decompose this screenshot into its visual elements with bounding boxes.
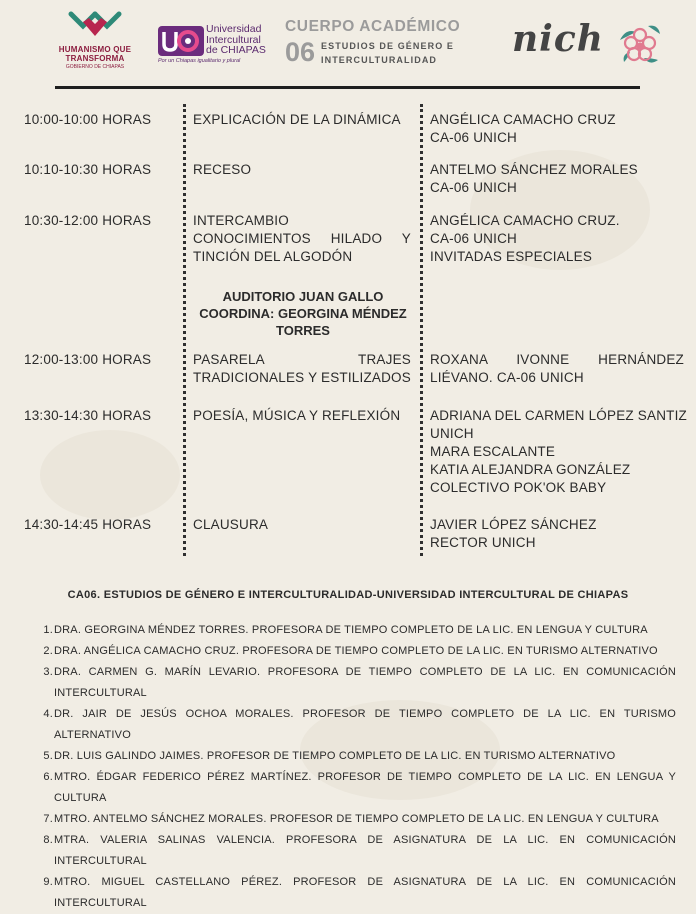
member-text: DRA. CARMEN G. MARÍN LEVARIO. PROFESORA DE TIEMPO COMPLETO DE LA LIC. EN COMUNICACIÓN INTERCULTURAL <box>54 666 676 699</box>
activity-line: RECESO <box>193 162 252 177</box>
schedule-responsible <box>430 516 684 552</box>
schedule-time: 13:30-14:30 HORAS <box>24 408 152 423</box>
gob-logo-line3: GOBIERNO DE CHIAPAS <box>65 64 125 70</box>
schedule-activity <box>193 161 411 179</box>
member-text: DR. LUIS GALINDO JAIMES. PROFESOR DE TIEMPO COMPLETO DE LA LIC. EN TURISMO ALTERNATIVO <box>54 750 616 762</box>
gob-logo-line1: HUMANISMO QUE <box>58 45 132 54</box>
flower-icon <box>614 20 666 72</box>
ca-title: CUERPO ACADÉMICO <box>285 18 461 35</box>
activity-line: CONOCIMIENTOS HILADO Y <box>193 231 411 246</box>
responsible-line: INVITADAS ESPECIALES <box>430 249 593 264</box>
venue-name: AUDITORIO JUAN GALLO <box>222 289 384 304</box>
members-title: CA06. ESTUDIOS DE GÉNERO E INTERCULTURALIDAD-UNIVERSIDAD INTERCULTURAL DE CHIAPAS <box>67 589 629 601</box>
schedule-activity <box>193 351 411 387</box>
gob-logo-line2: TRANSFORMA <box>65 54 125 63</box>
venue-block <box>188 288 418 339</box>
header-divider <box>55 86 640 89</box>
schedule-responsible <box>430 407 687 497</box>
member-text: DR. JAIR DE JESÚS OCHOA MORALES. PROFESOR DE TIEMPO COMPLETO DE LA LIC. EN TURISMO ALTERNATIVO <box>54 708 676 741</box>
responsible-line: KATIA ALEJANDRA GONZÁLEZ <box>430 462 631 477</box>
activity-line: INTERCAMBIO <box>193 213 289 228</box>
ca-subtitle-line2: INTERCULTURALIDAD <box>321 55 438 65</box>
list-number: 7. <box>43 813 53 825</box>
activity-line: TRADICIONALES Y ESTILIZADOS <box>193 370 411 385</box>
unich-logo-line2: Intercultural <box>206 33 261 46</box>
unich-tagline: Por un Chiapas igualitario y plural <box>158 58 241 64</box>
responsible-line: COLECTIVO POK'OK BABY <box>430 480 607 495</box>
responsible-line: ANGÉLICA CAMACHO CRUZ <box>430 112 616 127</box>
responsible-line: ANTELMO SÁNCHEZ MORALES <box>430 162 638 177</box>
schedule-activity <box>193 516 411 534</box>
schedule-time: 10:00-10:00 HORAS <box>24 112 152 127</box>
responsible-line: LIÉVANO. CA-06 UNICH <box>430 370 584 385</box>
responsible-line: ANGÉLICA CAMACHO CRUZ. <box>430 213 620 228</box>
list-number: 9. <box>43 876 53 888</box>
cuerpo-academico-title <box>285 18 485 70</box>
header <box>0 0 696 88</box>
venue-coordinator: COORDINA: GEORGINA MÉNDEZ <box>199 306 407 321</box>
schedule-activity <box>193 212 411 266</box>
list-item <box>40 767 676 809</box>
member-text: MTRO. MIGUEL CASTELLANO PÉREZ. PROFESOR DE ASIGNATURA DE LA LIC. EN COMUNICACIÓN INTERCULTURAL <box>54 876 676 909</box>
activity-line: TINCIÓN DEL ALGODÓN <box>193 249 353 264</box>
schedule-responsible <box>430 161 684 197</box>
unich-logo <box>158 24 274 70</box>
list-number: 5. <box>43 750 53 762</box>
column-divider <box>420 104 423 556</box>
member-text: MTRO. ANTELMO SÁNCHEZ MORALES. PROFESOR DE TIEMPO COMPLETO DE LA LIC. EN LENGUA Y CULTURA <box>54 813 659 825</box>
ca-subtitle-line1: ESTUDIOS DE GÉNERO E <box>321 41 455 51</box>
list-number: 4. <box>43 708 53 720</box>
members-list <box>40 620 676 914</box>
list-number: 1. <box>43 624 53 636</box>
list-number: 2. <box>43 645 53 657</box>
paper-texture <box>40 430 180 520</box>
list-number: 3. <box>43 666 53 678</box>
activity-line: POESÍA, MÚSICA Y REFLEXIÓN <box>193 408 401 423</box>
schedule-time: 12:00-13:00 HORAS <box>24 352 152 367</box>
schedule-responsible <box>430 351 684 387</box>
nich-wordmark: nich <box>512 18 604 60</box>
schedule-time: 10:10-10:30 HORAS <box>24 162 152 177</box>
schedule-activity <box>193 111 411 129</box>
venue-coordinator-cont: TORRES <box>276 323 330 338</box>
responsible-line: UNICH <box>430 426 474 441</box>
ca-number: 06 <box>285 37 316 67</box>
responsible-line: CA-06 UNICH <box>430 180 517 195</box>
nich-logo <box>508 14 668 76</box>
activity-line: EXPLICACIÓN DE LA DINÁMICA <box>193 112 401 127</box>
schedule-time: 10:30-12:00 HORAS <box>24 213 152 228</box>
activity-line: CLAUSURA <box>193 517 269 532</box>
member-text: MTRO. ÉDGAR FEDERICO PÉREZ MARTÍNEZ. PROFESOR DE TIEMPO COMPLETO DE LA LIC. EN LENGUA Y CULTURA <box>54 771 676 804</box>
list-number: 8. <box>43 834 53 846</box>
list-item <box>40 872 676 914</box>
responsible-line: JAVIER LÓPEZ SÁNCHEZ <box>430 517 597 532</box>
list-item <box>40 746 676 767</box>
responsible-line: ADRIANA DEL CARMEN LÓPEZ SANTIZ <box>430 408 687 423</box>
activity-line: PASARELA TRAJES <box>193 352 411 367</box>
member-text: DRA. GEORGINA MÉNDEZ TORRES. PROFESORA DE TIEMPO COMPLETO DE LA LIC. EN LENGUA Y CULTURA <box>54 624 648 636</box>
unich-mark-icon <box>158 26 204 56</box>
responsible-line: ROXANA IVONNE HERNÁNDEZ <box>430 352 684 367</box>
list-item <box>40 620 676 641</box>
unich-logo-line3: de CHIAPAS <box>206 44 266 56</box>
responsible-line: MARA ESCALANTE <box>430 444 556 459</box>
responsible-line: CA-06 UNICH <box>430 130 517 145</box>
heart-hands-icon <box>63 10 127 40</box>
list-item <box>40 641 676 662</box>
list-item <box>40 704 676 746</box>
unich-logo-line1: Universidad <box>206 23 262 35</box>
schedule-activity <box>193 407 411 425</box>
member-text: DRA. ANGÉLICA CAMACHO CRUZ. PROFESORA DE TIEMPO COMPLETO DE LA LIC. EN TURISMO ALTERNATIVO <box>54 645 658 657</box>
list-item <box>40 662 676 704</box>
column-divider <box>183 104 186 556</box>
gobierno-chiapas-logo <box>55 10 135 74</box>
list-item <box>40 830 676 872</box>
member-text: MTRA. VALERIA SALINAS VALENCIA. PROFESORA DE ASIGNATURA DE LA LIC. EN COMUNICACIÓN INTERCULTURAL <box>54 834 676 867</box>
responsible-line: CA-06 UNICH <box>430 231 517 246</box>
responsible-line: RECTOR UNICH <box>430 535 536 550</box>
schedule-responsible <box>430 212 684 266</box>
schedule-time: 14:30-14:45 HORAS <box>24 517 152 532</box>
ca-subtitle <box>321 39 454 67</box>
list-number: 6. <box>43 771 53 783</box>
schedule-responsible <box>430 111 684 147</box>
list-item <box>40 809 676 830</box>
